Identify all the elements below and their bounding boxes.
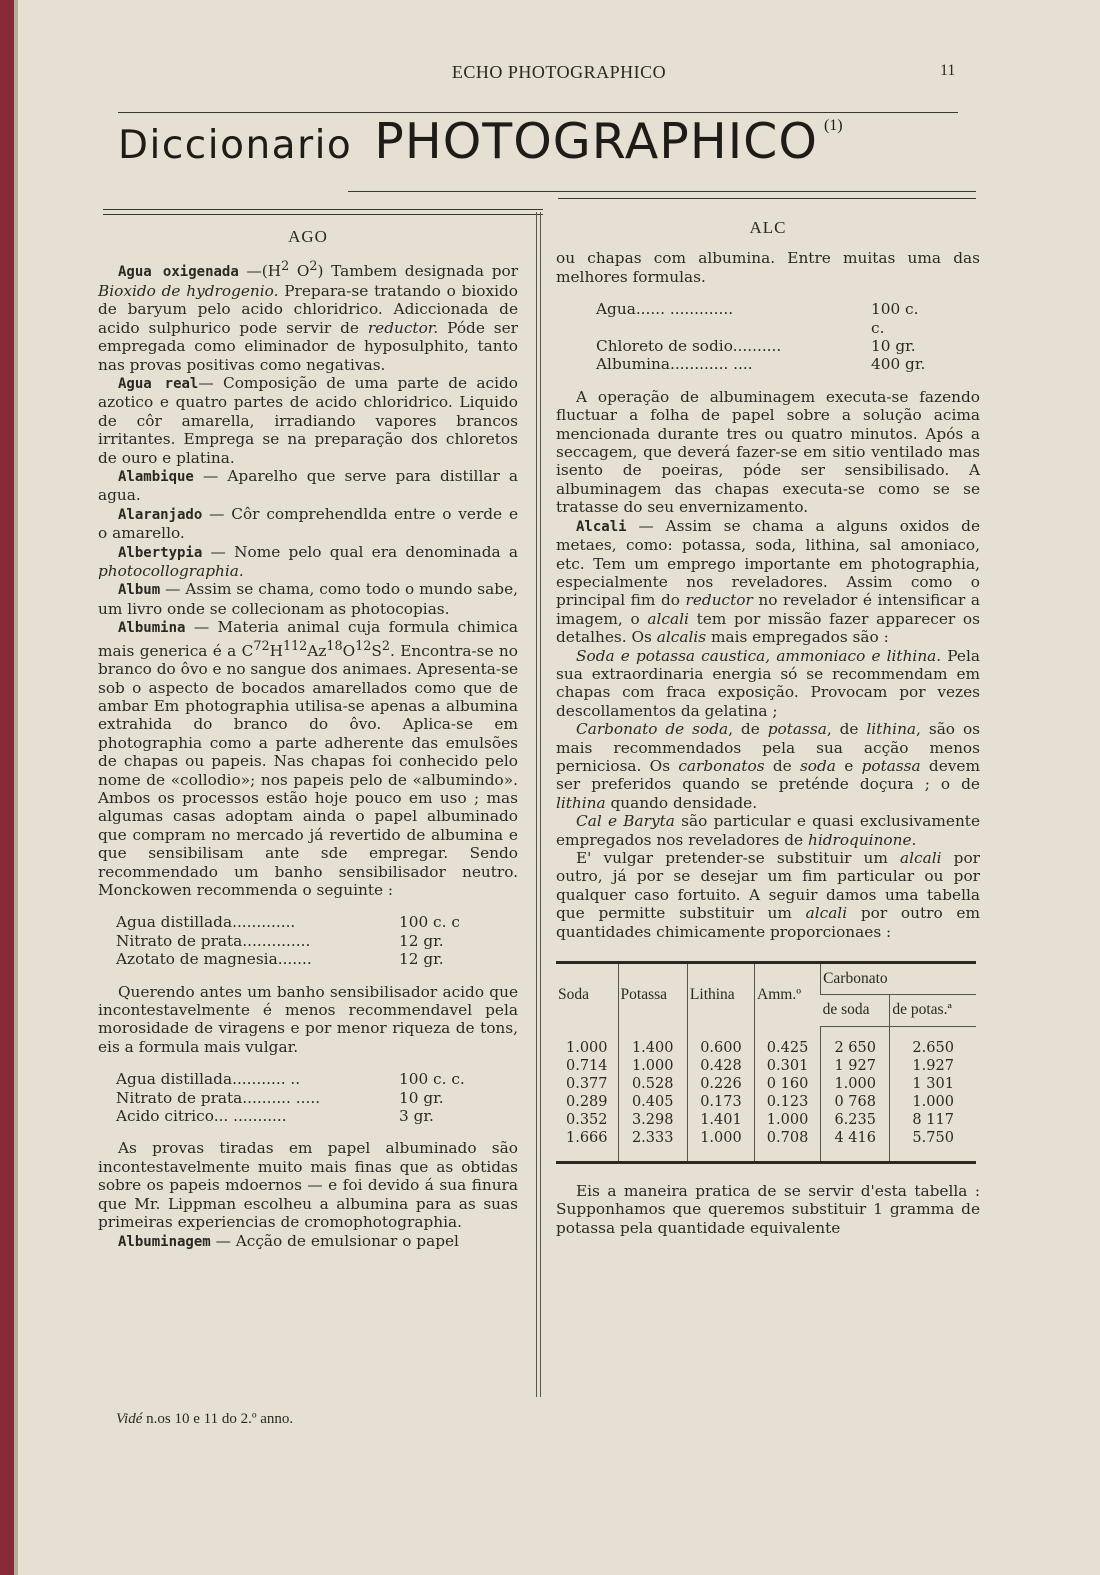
table-cell: 3.298 <box>618 1111 687 1129</box>
entry-alaranjado: Alaranjado — Côr comprehendlda entre o verde e o amarello. <box>98 504 518 543</box>
recipe-row: Chloreto de sodio.......... 10 gr. <box>596 337 916 356</box>
table-cell: 1.927 <box>890 1057 976 1075</box>
table-cell: 0.377 <box>566 1075 608 1092</box>
headword: Alcali <box>576 518 627 535</box>
table-cell: 1 927 <box>821 1057 890 1075</box>
table-cell: 0.123 <box>755 1093 821 1111</box>
table-cell: 1 301 <box>890 1075 976 1093</box>
paragraph-vulgar: E' vulgar pretender-se substituir um alcali por outro, já por se desejar um fim particular ou por qualquer caso fortuito. A seguir damos uma tabella que permitte substituir um alcali por outro em quantidades chimicamente proporcionaes : <box>556 849 980 941</box>
table-cell: 0.289 <box>566 1093 608 1110</box>
headword: Agua real <box>118 375 199 392</box>
headword: Alambique <box>118 468 194 485</box>
table-cell: 8 117 <box>890 1111 976 1129</box>
entry-agua-oxigenada: Agua oxigenada $—(H^2$ $O^2$) Tambem designada por Bioxido de hydrogenio. Prepara-se tratando o bioxido de baryum pelo acido chloridrico. Adiccionada de acido sulphurico pode servir de reductor. Póde ser empregada como eliminador de hyposulphito, tanto nas provas positivas como negativas. <box>98 259 519 374</box>
title-rule-2 <box>558 198 976 199</box>
col-header-ammonia: Amm.º <box>755 963 821 1027</box>
table-cell: 0.428 <box>687 1057 754 1075</box>
table-cell: 1.666 <box>566 1129 608 1146</box>
table-row <box>556 1075 976 1093</box>
col-header-potassa: Potassa <box>618 963 687 1027</box>
table-cell: 5.750 <box>890 1129 976 1147</box>
table-cell: 1.401 <box>687 1111 754 1129</box>
title-part-1: Diccionario <box>118 123 353 168</box>
col-header-carbonato-soda: de soda <box>821 995 890 1026</box>
table-cell: 0.528 <box>618 1075 687 1093</box>
article-title <box>118 113 998 170</box>
table-cell: 4 416 <box>821 1129 890 1147</box>
alkali-equivalence-table <box>556 961 976 1164</box>
paragraph-cal-baryta: Cal e Baryta são particular e quasi exclusivamente empregados nos reveladores de hidroquinone. <box>556 812 981 849</box>
table-cell: 0.226 <box>687 1075 754 1093</box>
table-cell: 0.600 <box>687 1039 754 1057</box>
table-cell: 1.000 <box>890 1093 976 1111</box>
paragraph-provas: As provas tiradas em papel albuminado são incontestavelmente muito mais finas que as obtidas sobre os papeis mdoernos — e foi devido á sua finura que Mr. Lippman escolheu a albumina para as suas primeiras experiencias de cromophotographia. <box>98 1139 518 1232</box>
red-binding-edge <box>0 0 14 1575</box>
left-column-rule-1 <box>103 209 543 210</box>
col-header-carbonato-potassa: de potas.ª <box>890 995 976 1026</box>
column-divider <box>536 212 537 1397</box>
entry-albumina: Albumina — Materia animal cuja formula chimica mais generica é a $C^{72}H^{112}Az^{18}O^{12}S^2$. Encontra-se no branco do ôvo e no sangue dos animaes. Apresenta-se sob o aspecto de bocados amarellados como que de ambar Em photographia utilisa-se apenas a albumina extrahida do branco do ôvo. Aplica-se em photographia como a parte adherente das emulsões de chapas ou papeis. Nas chapas foi conhecido pelo nome de «collodio»; nos papeis pelo de «albumindo». Ambos os processos estão hoje pouco em uso ; mas algumas casas adoptam ainda o papel albuminado que compram no mercado já revertido de albumina e que sensibilisam ante sde empregar. Sendo recommendado um banho sensibilisador neutro. Monckowen recommenda o seguinte : <box>98 618 518 899</box>
table-row <box>556 1129 976 1147</box>
left-column-head: AGO <box>288 227 328 246</box>
table-cell: 0 160 <box>755 1075 821 1093</box>
recipe-row: Agua distillada............. 100 c. c <box>116 913 460 932</box>
table-cell: 6.235 <box>821 1111 890 1129</box>
table-cell: 0.714 <box>566 1057 608 1074</box>
table-cell: 0.173 <box>687 1093 754 1111</box>
paragraph-soda: Soda e potassa caustica, ammoniaco e lithina. Pela sua extraordinaria energia só se recommendam em chapas com fraca exposição. Provocam por vezes descollamentos da gelatina ; <box>556 646 980 720</box>
table-cell: 1.000 <box>618 1057 687 1075</box>
headword: Agua oxigenada <box>118 264 239 281</box>
col-header-carbonato: Carbonato <box>821 963 976 995</box>
recipe-row: Agua distillada........... .. 100 c. c. <box>116 1070 465 1089</box>
running-head: ECHO PHOTOGRAPHICO <box>451 62 667 82</box>
entry-agua-real: Agua real— Composição de uma parte de acido azotico e quatro partes de acido chloridrico. Liquido de côr amarella, irradiando vapores brancos irritantes. Emprega se na preparação dos chloretos de ouro e platina. <box>98 373 519 467</box>
col-header-soda: Soda <box>558 985 589 1003</box>
recipe-row: Agua...... ............. 100 c. c. <box>596 300 919 337</box>
entry-alcali: Alcali — Assim se chama a alguns oxidos de metaes, como: potassa, soda, lithina, sal amoniaco, etc. Tem um emprego importante em photographia, especialmente nos reveladores. Assim como o principal fim do reductor no revelador é intensificar a imagem, o alcali tem por missão fazer apparecer os detalhes. Os alcalis mais empregados são : <box>556 516 980 647</box>
headword: Albertypia <box>118 544 203 561</box>
paragraph-operacao: A operação de albuminagem executa-se fazendo fluctuar a folha de papel sobre a solução acima mencionada durante tres ou quatro minutos. Após a seccagem, que deverá fazer-se em sitio ventilado mas isento de poeiras, póde ser sensibilisado. A albuminagem das chapas executa-se como se se tratasse do seu envernizamento. <box>556 387 980 517</box>
entry-album: Album — Assim se chama, como todo o mundo sabe, um livro onde se collecionam as photocopias. <box>98 580 518 618</box>
title-footnote-mark: (1) <box>823 117 843 134</box>
column-divider-2 <box>540 212 541 1397</box>
table-cell: 2.650 <box>890 1039 976 1057</box>
table-cell: 0.425 <box>755 1039 821 1057</box>
col-header-lithina: Lithina <box>687 963 754 1027</box>
right-column-head: ALC <box>749 218 787 237</box>
headword: Albuminagem <box>118 1233 211 1250</box>
title-part-2: PHOTOGRAPHICO <box>374 113 818 170</box>
table-cell: 0 768 <box>821 1093 890 1111</box>
journal-page <box>18 0 1100 1575</box>
table-cell: 1.400 <box>618 1039 687 1057</box>
paragraph-querendo: Querendo antes um banho sensibilisador acido que incontestavelmente é menos recommendavel pela morosidade de viragens e por menor riqueza de tons, eis a formula mais vulgar. <box>98 982 518 1056</box>
recipe-row: Azotato de magnesia....... 12 gr. <box>116 950 444 969</box>
table-row <box>556 1057 976 1075</box>
table-header-row <box>556 963 976 995</box>
table-cell: 1.000 <box>566 1039 608 1056</box>
entry-albuminagem: Albuminagem — Acção de emulsionar o papel <box>118 1231 459 1250</box>
table-body <box>556 1039 976 1147</box>
table-cell: 0.708 <box>755 1129 821 1147</box>
headword: Album <box>118 582 161 599</box>
recipe-row: Albumina............ .... 400 gr. <box>596 355 926 374</box>
title-rule-1 <box>348 191 976 192</box>
footnote: Vidé n.os 10 e 11 do 2.º anno. <box>116 1411 294 1427</box>
left-column-rule-2 <box>103 214 543 215</box>
recipe-row: Nitrato de prata.............. 12 gr. <box>116 931 444 950</box>
entry-albertypia: Albertypia — Nome pelo qual era denominada a photocollographia. <box>98 542 518 580</box>
table-cell: 1.000 <box>687 1129 754 1147</box>
table-cell: 1.000 <box>755 1111 821 1129</box>
entry-alambique: Alambique — Aparelho que serve para distillar a agua. <box>98 466 518 505</box>
table-row <box>556 1093 976 1111</box>
table-cell: 0.352 <box>566 1111 608 1128</box>
paragraph-intro: ou chapas com albumina. Entre muitas uma das melhores formulas. <box>556 249 980 286</box>
page-number: 11 <box>940 62 956 79</box>
table-cell: 1.000 <box>821 1075 890 1093</box>
headword: Alaranjado <box>118 506 203 523</box>
table-cell: 2.333 <box>618 1129 687 1147</box>
table-row <box>556 1111 976 1129</box>
table-cell: 2 650 <box>821 1039 890 1057</box>
recipe-row: Nitrato de prata.......... ..... 10 gr. <box>116 1088 444 1107</box>
headword: Albumina <box>118 620 186 637</box>
recipe-albumin <box>596 300 931 374</box>
recipe-acid-bath <box>116 1070 471 1125</box>
recipe-neutral-bath <box>116 913 471 968</box>
paragraph-carbonato: Carbonato de soda, de potassa, de lithina, são os mais recommendados pela sua acção menos perniciosa. Os carbonatos de soda e potassa devem ser preferidos quando se preténde doçura ; o de lithina quando densidade. <box>556 720 981 812</box>
table-row <box>556 1039 976 1057</box>
recipe-row: Acido citrico... ........... 3 gr. <box>116 1107 434 1126</box>
right-column <box>556 219 980 1237</box>
table-cell: 0.405 <box>618 1093 687 1111</box>
table-cell: 0.301 <box>755 1057 821 1075</box>
left-column <box>98 228 518 1251</box>
paragraph-eis: Eis a maneira pratica de se servir d'esta tabella : Supponhamos que queremos substituir 1 gramma de potassa pela quantidade equivalente <box>556 1181 980 1237</box>
